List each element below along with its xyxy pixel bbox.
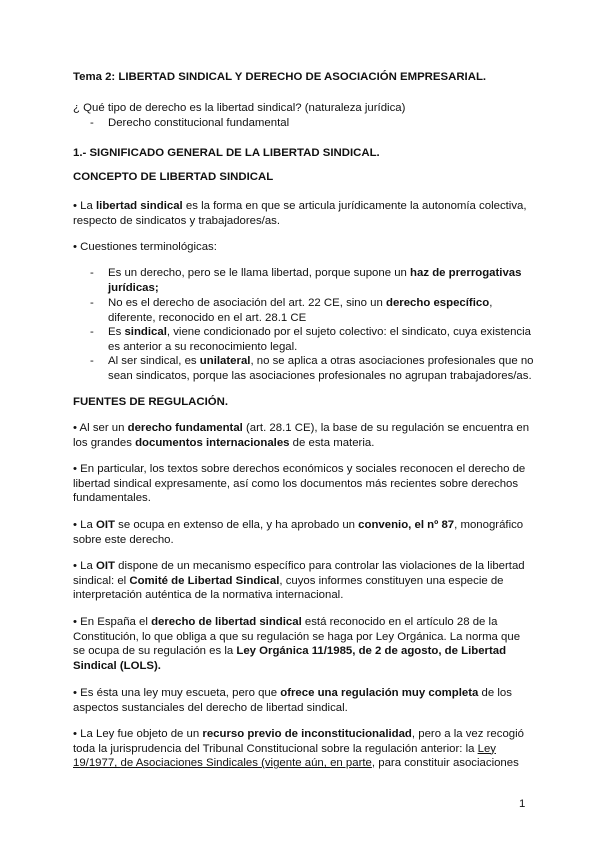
paragraph-sources-7: • La Ley fue objeto de un recurso previo de inconstitucionalidad, pero a la vez recogió toda la jurisprudencia del Tribunal Constitucional sobre la regulación anterior: la Ley 19/1977, de Asociaciones Sindicales (vigente aún, en parte, para constituir asociaciones	[73, 728, 524, 770]
paragraph-sources-4: • La OIT dispone de un mecanismo específico para controlar las violaciones de la libertad sindical: el Comité de Libertad Sindical, cuyos informes constituyen una especie de interpretación auténtica de la normativa internacional.	[73, 560, 525, 602]
question-list-item	[90, 116, 535, 131]
concept-heading: CONCEPTO DE LIBERTAD SINDICAL	[73, 171, 274, 183]
question-item-text: Derecho constitucional fundamental	[108, 117, 290, 129]
paragraph-sources-2: • En particular, los textos sobre derechos económicos y sociales reconocen el derecho de libertad sindical expresamente, así como los documentos más recientes sobre derechos fundamentales.	[73, 463, 526, 505]
list-dash: -	[90, 117, 94, 129]
paragraph-sources-3: • La OIT se ocupa en extenso de ella, y ha aprobado un convenio, el nº 87, monográfico sobre este derecho.	[73, 519, 524, 546]
question-line: ¿ Qué tipo de derecho es la libertad sindical? (naturaleza jurídica)	[73, 102, 406, 114]
terminology-item-4: - Al ser sindical, es unilateral, no se aplica a otras asociaciones profesionales que no sean sindicatos, porque las asociaciones profesionales no agrupan trabajadores/as.	[90, 355, 534, 382]
paragraph-sources-6: • Es ésta una ley muy escueta, pero que ofrece una regulación muy completa de los aspectos sustanciales del derecho de libertad sindical.	[73, 687, 512, 714]
terminology-item-2: - No es el derecho de asociación del art. 22 CE, sino un derecho específico, diferente, reconocido en el art. 28.1 CE	[90, 297, 493, 324]
terminology-item-3: - Es sindical, viene condicionado por el sujeto colectivo: el sindicato, cuya existencia es anterior a su reconocimiento legal.	[90, 326, 531, 353]
document-title: Tema 2: LIBERTAD SINDICAL Y DERECHO DE ASOCIACIÓN EMPRESARIAL.	[73, 71, 487, 83]
section-heading-1: 1.- SIGNIFICADO GENERAL DE LA LIBERTAD SINDICAL.	[73, 147, 380, 159]
page-number: 1	[519, 798, 526, 810]
paragraph-sources-5: • En España el derecho de libertad sindical está reconocido en el artículo 28 de la Constitución, lo que obliga a que su regulación se haga por Ley Orgánica. La norma que se ocupa de su regulación es la Ley Orgánica 11/1985, de 2 de agosto, de Libertad Sindical (LOLS).	[73, 616, 521, 672]
paragraph-terminology: • Cuestiones terminológicas:	[73, 241, 217, 253]
sources-heading: FUENTES DE REGULACIÓN.	[73, 396, 229, 408]
paragraph-concept: • La libertad sindical es la forma en que se articula jurídicamente la autonomía colectiva, respecto de sindicatos y trabajadores/as.	[73, 200, 527, 227]
terminology-item-1: - Es un derecho, pero se le llama libertad, porque supone un haz de prerrogativas jurídicas;	[90, 267, 522, 294]
paragraph-sources-1: • Al ser un derecho fundamental (art. 28.1 CE), la base de su regulación se encuentra en los grandes documentos internacionales de esta materia.	[73, 422, 530, 449]
law-reference-link: Ley 19/1977, de Asociaciones Sindicales (vigente aún, en parte	[73, 742, 496, 770]
